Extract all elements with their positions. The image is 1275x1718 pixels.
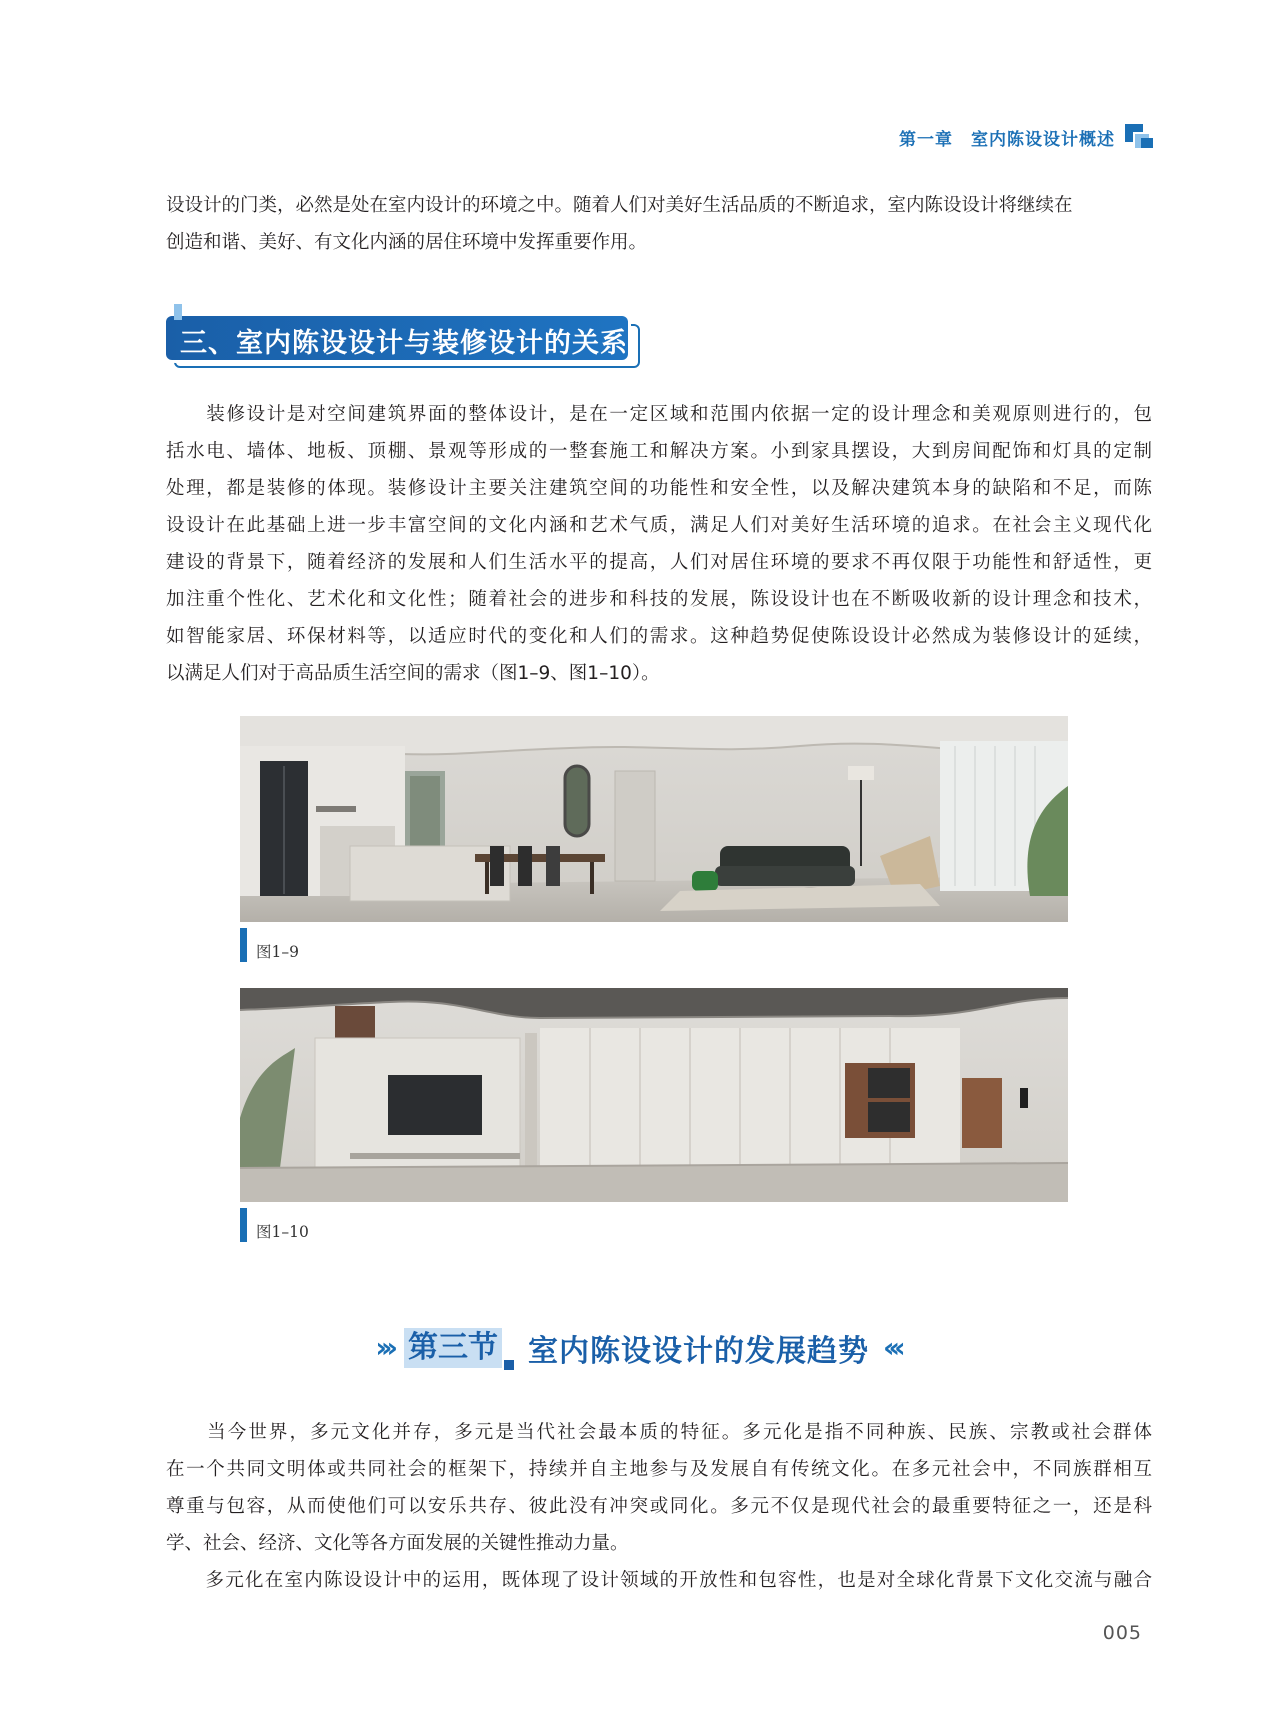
section-title-row [0, 1326, 1275, 1370]
text-line: 设设计的门类，必然是处在室内设计的环境之中。随着人们对美好生活品质的不断追求，室内陈设设计将继续在 [166, 195, 1073, 216]
heading-tab-mark [174, 304, 182, 320]
text-line: 装修设计是对空间建筑界面的整体设计，是在一定区域和范围内依据一定的设计理念和美观原则进行的，包 [166, 404, 1152, 425]
chevron-left-icon: ‹‹‹ [883, 1331, 900, 1364]
text-line: 在一个共同文明体或共同社会的框架下，持续并自主地参与及发展自有传统文化。在多元社会中，不同族群相互 [166, 1459, 1152, 1480]
text-line: 多元化在室内陈设设计中的运用，既体现了设计领域的开放性和包容性，也是对全球化背景下文化交流与融合 [166, 1570, 1152, 1591]
figure-1-9-caption [240, 928, 299, 962]
text-line: 当今世界，多元文化并存，多元是当代社会最本质的特征。多元化是指不同种族、民族、宗教或社会群体 [166, 1422, 1152, 1443]
corner-square-mark [504, 1360, 514, 1370]
section-3-paragraph-1 [166, 1414, 1152, 1562]
caption-text: 图1–10 [256, 1223, 309, 1241]
text-line: 处理，都是装修的体现。装修设计主要关注建筑空间的功能性和安全性，以及解决建筑本身的缺陷和不足，而陈 [166, 478, 1152, 499]
text-line: 建设的背景下，随着经济的发展和人们生活水平的提高，人们对居住环境的要求不再仅限于功能性和舒适性，更 [166, 552, 1152, 573]
section-heading-box [166, 316, 640, 362]
text-line: 加注重个性化、艺术化和文化性；随着社会的进步和科技的发展，陈设设计也在不断吸收新的设计理念和技术， [166, 589, 1152, 610]
text-line: 以满足人们对于高品质生活空间的需求（图1–9、图1–10）。 [166, 663, 660, 684]
caption-text: 图1–9 [256, 943, 299, 961]
section-three-paragraph [166, 396, 1152, 692]
text-line: 尊重与包容，从而使他们可以安乐共存、彼此没有冲突或同化。多元不仅是现代社会的最重要特征之一，还是科 [166, 1496, 1152, 1517]
section-3-paragraph-2 [166, 1562, 1152, 1599]
text-line: 设设计在此基础上进一步丰富空间的文化内涵和艺术气质，满足人们对美好生活环境的追求。在社会主义现代化 [166, 515, 1152, 536]
section-number [404, 1328, 502, 1368]
chevron-right-icon: ››› [375, 1331, 392, 1364]
figure-1-9-photo [240, 716, 1068, 922]
text-line: 学、社会、经济、文化等各方面发展的关键性推动力量。 [166, 1533, 629, 1554]
text-line: 创造和谐、美好、有文化内涵的居住环境中发挥重要作用。 [166, 232, 648, 253]
running-header [899, 124, 1155, 150]
section-heading: 三、室内陈设设计与装修设计的关系 [180, 328, 628, 359]
page-number: 005 [1102, 1622, 1142, 1644]
text-line: 括水电、墙体、地板、顶棚、景观等形成的一整套施工和解决方案。小到家具摆设，大到房间配饰和灯具的定制 [166, 441, 1152, 462]
figure-1-10-photo [240, 988, 1068, 1202]
caption-bar [240, 1208, 247, 1242]
text-line: 如智能家居、环保材料等，以适应时代的变化和人们的需求。这种趋势促使陈设设计必然成为装修设计的延续， [166, 626, 1152, 647]
intro-paragraph [166, 187, 1152, 261]
caption-bar [240, 928, 247, 962]
chapter-label: 第一章 室内陈设设计概述 [899, 129, 1115, 150]
chapter-mark-icon [1125, 124, 1155, 150]
section-title: 室内陈设设计的发展趋势 [528, 1334, 869, 1369]
figure-1-10-caption [240, 1208, 309, 1242]
section-number-text: 第三节 [408, 1330, 498, 1365]
